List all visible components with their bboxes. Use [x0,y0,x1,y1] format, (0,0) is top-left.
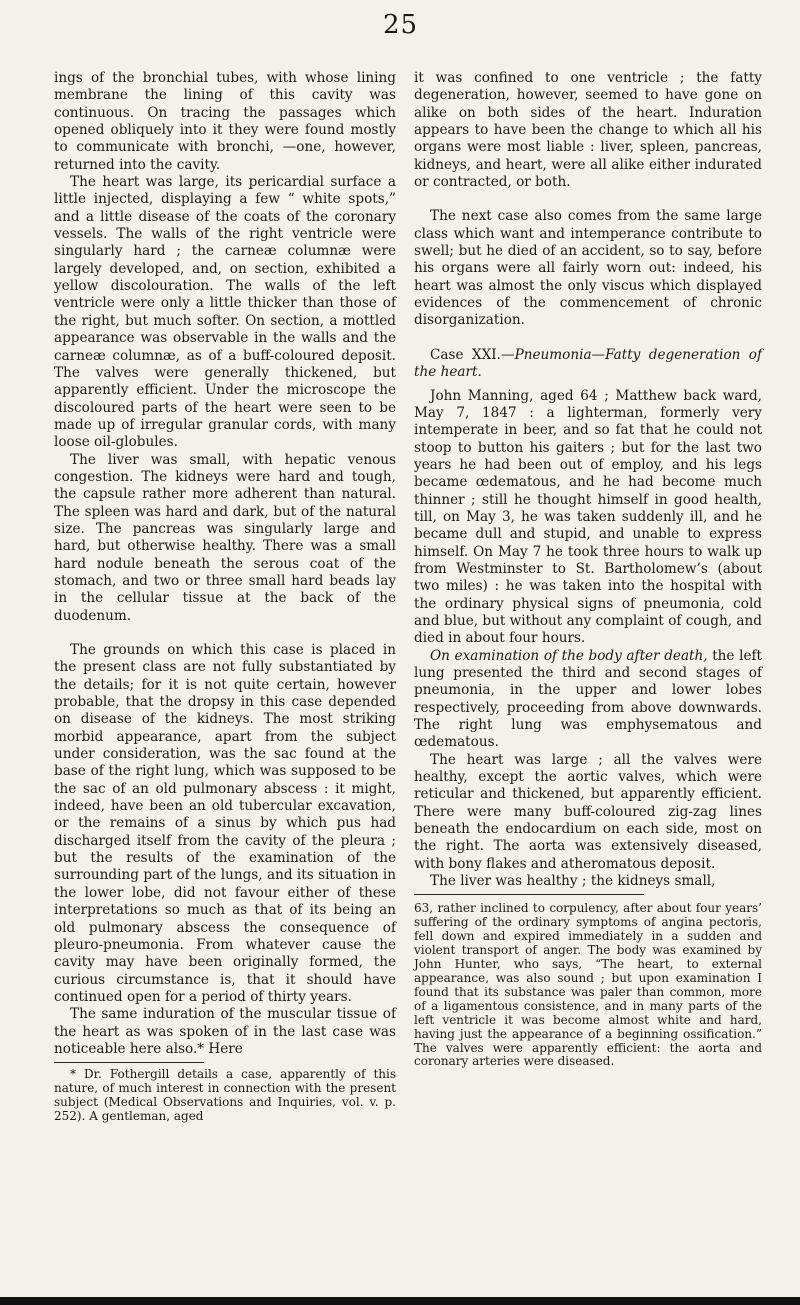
right-column [414,70,762,1069]
case-title: —Pneumonia—Fatty degeneration of the heart. [414,346,762,381]
page-number: 25 [383,10,419,40]
body-paragraph: The liver was small, with hepatic venous congestion. The kidneys were hard and tough, the capsule rather more adherent than natural. The spleen was hard and dark, but of the natural size. The pancreas was singularly large and hard, but otherwise healthy. There was a small hard nodule beneath the serous coat of the stomach, and two or three small hard beads lay in the cellular tissue at the back of the duodenum. [54,451,396,624]
paragraph-text: the left lung presented the third and second stages of pneumonia, in the upper and lower lobes respectively, proceeding from above downwards. The right lung was emphysematous and œdematous. [414,647,762,751]
footnote-rule [54,1062,204,1063]
case-heading [414,347,762,382]
footnote: 63, rather inclined to corpulency, after about four years’ suffering of the ordinary symptoms of angina pectoris, fell down and expired immediately in a sudden and violent transport of anger. The body was examined by John Hunter, who says, “The heart, to external appearance, was also sound ; but upon examination I found that its substance was paler than common, more of a ligamentous consistence, and in many parts of the left ventricle it was become almost white and hard, having just the appearance of a beginning ossification.” The valves were apparently efficient: the aorta and coronary arteries were diseased. [414,901,762,1069]
body-paragraph: The same induration of the muscular tissue of the heart as was spoken of in the last case was noticeable here also.* Here [54,1006,396,1057]
page-bottom-edge [0,1297,800,1305]
body-paragraph: John Manning, aged 64 ; Matthew back ward, May 7, 1847 : a lighterman, formerly very intemperate in beer, and so fat that he could not stoop to button his gaiters ; but for the last two years he had been out of employ, and his legs became œdematous, and he had become much thinner ; still he thought himself in good health, till, on May 3, he was taken suddenly ill, and he became dull and stupid, and unable to express himself. On May 7 he took three hours to walk up from Westminster to St. Bartholomew’s (about two miles) : he was taken into the hospital with the ordinary physical signs of pneumonia, cold and blue, but without any complaint of cough, and died in about four hours. [414,387,762,647]
body-paragraph: The heart was large ; all the valves were healthy, except the aortic valves, which were reticular and thickened, but apparently efficient. There were many buff-coloured zig-zag lines beneath the endocardium on each side, most on the right. The aorta was extensively diseased, with bony flakes and atheromatous deposit. [414,751,762,872]
body-paragraph: The liver was healthy ; the kidneys small, [430,873,716,890]
body-paragraph: ings of the bronchial tubes, with whose lining membrane the lining of this cavity was continuous. On tracing the passages which opened obliquely into it they were found mostly to communicate with bronchi, —one, however, returned into the cavity. [54,70,396,173]
left-column [54,70,396,1124]
body-paragraph: The heart was large, its pericardial surface a little injected, displaying a few “ white spots,” and a little disease of the coats of the coronary vessels. The walls of the right ventricle were singularly hard ; the carneæ columnæ were largely developed, and, on section, exhibited a yellow discolouration. The walls of the left ventricle were only a little thicker than those of the right, but much softer. On section, a mottled appearance was observable in the walls and the carneæ columnæ, as of a buff-coloured deposit. The valves were generally thickened, but apparently efficient. Under the microscope the discoloured parts of the heart were seen to be made up of irregular granular cords, with many loose oil-globules. [54,174,396,451]
footnote: * Dr. Fothergill details a case, apparently of this nature, of much interest in connection with the present subject (Medical Observations and Inquiries, vol. v. p. 252). A gentleman, aged [54,1067,396,1123]
footnote-rule [414,894,644,895]
body-paragraph: it was confined to one ventricle ; the fatty degeneration, however, seemed to have gone on alike on both sides of the heart. Induration appears to have been the change to which all his organs were most liable : liver, spleen, pancreas, kidneys, and heart, were all alike either indurated or contracted, or both. [414,70,762,191]
italic-lead: On examination of the body after death, [430,647,708,664]
body-paragraph: The grounds on which this case is placed in the present class are not fully substantiated by the details; for it is not quite certain, however probable, that the dropsy in this case depended on disease of the kidneys. The most striking morbid appearance, apart from the subject under consideration, was the sac found at the base of the right lung, which was supposed to be the sac of an old pulmonary abscess : it might, indeed, have been an old tubercular excavation, or the remains of a sinus by which pus had discharged itself from the cavity of the pleura ; but the results of the examination of the surrounding part of the lungs, and its situation in the lower lobe, did not favour either of these interpretations so much as that of its being an old pulmonary abscess the consequence of pleuro-pneumonia. From whatever cause the cavity may have been originally formed, the curious circumstance is, that it should have continued open for a period of thirty years. [54,642,396,1005]
body-paragraph: The next case also comes from the same large class which want and intemperance contribute to swell; but he died of an accident, so to say, before his organs were all fairly worn out: indeed, his heart was almost the only viscus which displayed evidences of the commencement of chronic disorganization. [414,208,762,329]
case-label: Case XXI. [430,346,501,363]
body-paragraph [414,648,762,752]
